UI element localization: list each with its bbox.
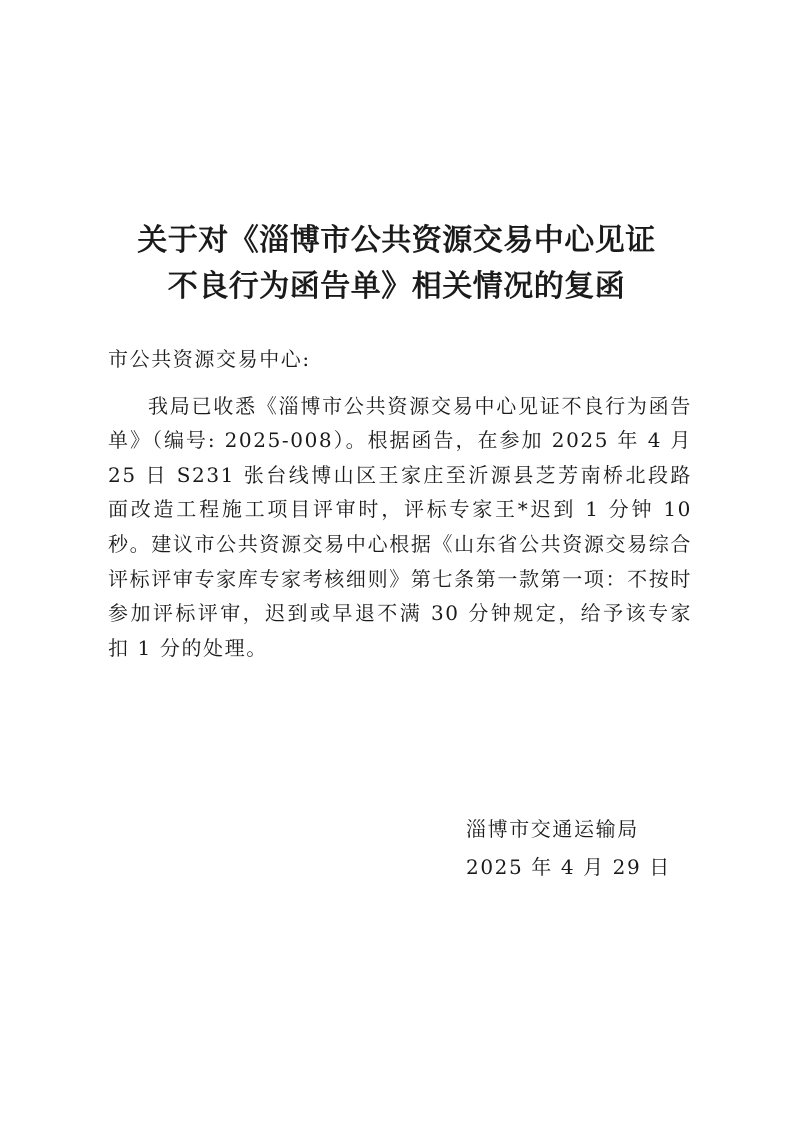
body-paragraph: 我局已收悉《淄博市公共资源交易中心见证不良行为函告单》（编号: 2025-008）。根据函告，在参加 2025 年 4 月 25 日 S231 张台线博山区王家庄至沂源县芝芳南桥北段路面改造工程施工项目评审时，评标专家王*迟到 1 分钟 10 秒。建议市公共资源交易中心根据《山东省公共资源交易综合评标评审专家库专家考核细则》第七条第一款第一项：不按时参加评标评审，迟到或早退不满 30 分钟规定，给予该专家扣 1 分的处理。 bbox=[108, 393, 692, 660]
document-body bbox=[108, 342, 692, 665]
document-title bbox=[0, 218, 793, 310]
salutation: 市公共资源交易中心: bbox=[108, 347, 311, 371]
signature-org: 淄博市交通运输局 bbox=[466, 817, 639, 841]
title-line-1: 关于对《淄博市公共资源交易中心见证 bbox=[137, 223, 656, 258]
signature-date: 2025 年 4 月 29 日 bbox=[466, 855, 671, 879]
title-line-2: 不良行为函告单》相关情况的复函 bbox=[167, 269, 626, 304]
signature-block bbox=[466, 810, 671, 886]
